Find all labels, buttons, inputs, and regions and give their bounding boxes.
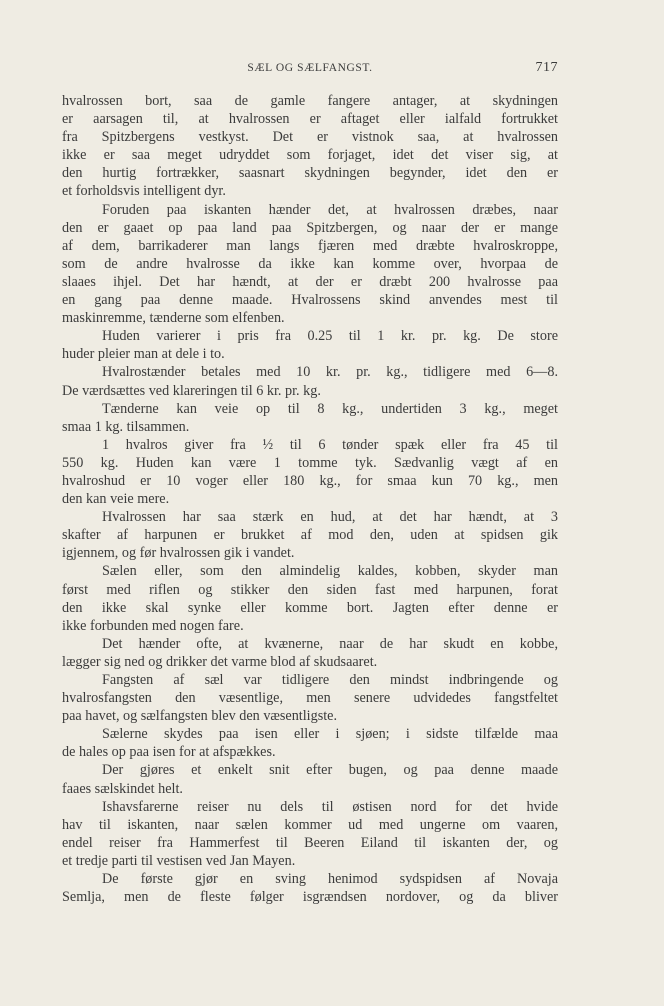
running-head: SÆL OG SÆLFANGST. [247,62,373,74]
text-line: 1 hvalros giver fra ½ til 6 tønder spæk eller fra 45 til [102,436,558,453]
text-line: Hvalrossen har saa stærk en hud, at det har hændt, at 3 [102,509,558,526]
page-number: 717 [535,60,558,75]
text-line: Det hænder ofte, at kvænerne, naar de har skudt en kobbe, [102,635,558,652]
text-line: skafter af harpunen er brukket af mod den, uden at spidsen gik [62,527,558,544]
text-line: hvalrosfangsten den væsentlige, men senere udvidedes fangstfeltet [62,690,558,707]
text-line: slaaes ihjel. Det har hændt, at der er dræbt 200 hvalrosse paa [62,273,558,290]
text-line: et tredje parti til vestisen ved Jan Mayen. [62,852,296,869]
text-line: et forholdsvis intelligent dyr. [62,183,226,200]
text-line: hvalroshud er 10 voger eller 180 kg., for smaa kun 70 kg., men [62,472,558,489]
text-line: Hvalrostænder betales med 10 kr. pr. kg., tidligere med 6—8. [102,364,558,381]
text-line: først med riflen og stikker den siden fast med harpunen, forat [62,581,558,598]
text-line: af dem, barrikaderer man langs fjæren med dræbte hvalroskroppe, [62,237,558,254]
text-line: Sælerne skydes paa isen eller i sjøen; i sidste tilfælde maa [102,726,558,743]
text-line: fra Spitzbergens vestkyst. Det er vistnok saa, at hvalrossen [62,129,558,146]
text-line: en gang paa denne maade. Hvalrossens skind anvendes mest til [62,292,558,309]
text-line: De første gjør en sving henimod sydspidsen af Novaja [102,871,558,888]
text-line: hvalrossen bort, saa de gamle fangere antager, at skydningen [62,93,558,109]
text-line: Sælen eller, som den almindelig kaldes, kobben, skyder man [102,563,558,580]
body-text [62,92,558,906]
text-line: Foruden paa iskanten hænder det, at hvalrossen dræbes, naar [102,201,558,218]
text-line: igjennem, og før hvalrossen gik i vandet. [62,545,295,562]
text-line: Tænderne kan veie op til 8 kg., undertiden 3 kg., meget [102,400,558,417]
text-line: som de andre hvalrosse da ikke kan komme over, hvorpaa de [62,255,558,272]
text-line: hav til iskanten, naar sælen kommer ud med ungerne om vaaren, [62,816,558,833]
text-line: lægger sig ned og drikker det varme blod af skudsaaret. [62,653,378,670]
text-line: paa havet, og sælfangsten blev den væsentligste. [62,708,338,725]
text-line: ikke er saa meget udryddet som forjaget, idet det viser sig, at [62,147,558,164]
text-line: endel reiser fra Hammerfest til Beeren Eiland til iskanten der, og [62,834,558,851]
text-line: Der gjøres et enkelt snit efter bugen, og paa denne maade [102,762,558,779]
text-line: den kan veie mere. [62,491,170,508]
text-line: 550 kg. Huden kan være 1 tomme tyk. Sædvanlig vægt af en [62,454,558,471]
text-line: faaes sælskindet helt. [62,780,183,797]
text-line: er aarsagen til, at hvalrossen er aftaget eller ialfald fortrukket [62,111,558,128]
text-line: den hurtig fortrækker, saasnart skydningen begynder, idet den er [62,165,558,182]
text-line: de hales op paa isen for at afspækkes. [62,744,276,761]
text-line: smaa 1 kg. tilsammen. [62,418,190,435]
text-line: den ikke skal synke eller komme bort. Jagten efter denne er [62,599,558,616]
text-line: ikke forbunden med nogen fare. [62,617,244,634]
page-header [62,60,558,80]
text-line: Fangsten af sæl var tidligere den mindst indbringende og [102,672,558,688]
text-line: Ishavsfarerne reiser nu dels til østisen nord for det hvide [102,798,558,815]
text-line: maskinremme, tænderne som elfenben. [62,310,285,327]
text-line: Huden varierer i pris fra 0.25 til 1 kr. pr. kg. De store [102,328,558,345]
text-line: den er gaaet op paa land paa Spitzbergen, og naar der er mange [62,219,558,236]
text-line: huder pleier man at dele i to. [62,346,225,363]
text-line: De værdsættes ved klareringen til 6 kr. pr. kg. [62,382,321,399]
text-line: Semlja, men de fleste følger isgrændsen nordover, og da bliver [62,889,558,906]
